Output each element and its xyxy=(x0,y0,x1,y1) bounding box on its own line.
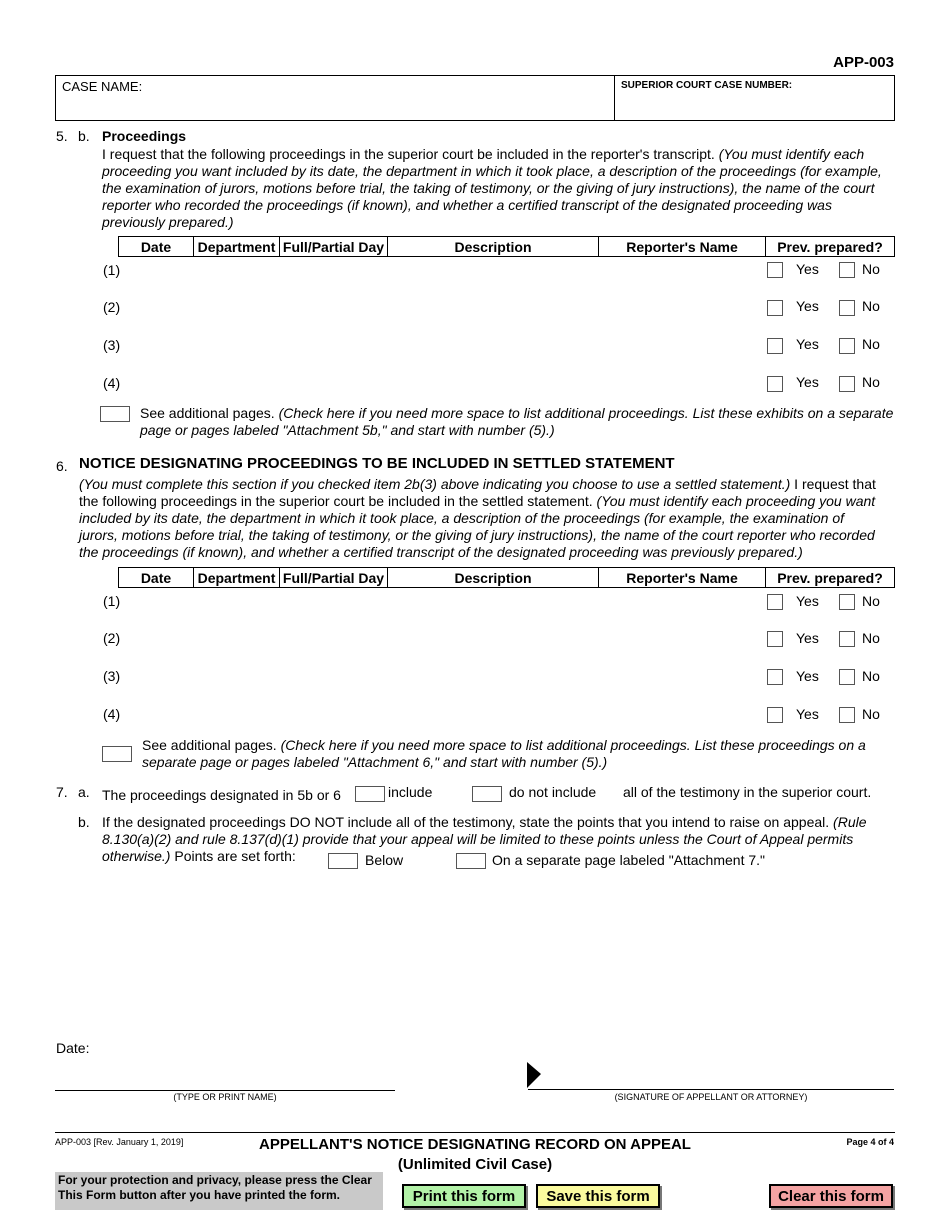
section-7-number: 7. xyxy=(56,784,68,800)
case-number-label: SUPERIOR COURT CASE NUMBER: xyxy=(621,80,793,91)
prev-prepared-yes-checkbox[interactable] xyxy=(767,594,783,610)
additional-pages-5b-checkbox[interactable] xyxy=(100,406,130,422)
col-full-partial-day: Full/Partial Day xyxy=(280,237,388,256)
no-label: No xyxy=(862,630,880,646)
prev-prepared-no-checkbox[interactable] xyxy=(839,376,855,392)
footer-subtitle: (Unlimited Civil Case) xyxy=(397,1156,553,1173)
row-label: (4) xyxy=(103,706,121,722)
prev-prepared-no-checkbox[interactable] xyxy=(839,669,855,685)
case-name-field[interactable] xyxy=(56,76,615,120)
prev-prepared-yes-checkbox[interactable] xyxy=(767,262,783,278)
section-6-table-header xyxy=(118,567,895,588)
col-prev-prepared: Prev. prepared? xyxy=(777,238,883,255)
row-label: (3) xyxy=(103,337,121,353)
yes-label: Yes xyxy=(796,261,819,277)
yes-label: Yes xyxy=(796,298,819,314)
case-name-label: CASE NAME: xyxy=(62,79,143,94)
signature-caption: (SIGNATURE OF APPELLANT OR ATTORNEY) xyxy=(614,1092,808,1102)
section-7b-normal2: Points are set forth: xyxy=(170,848,296,864)
section-5b-intro-normal: I request that the following proceedings in the superior court be included in the reporter's transcript. xyxy=(102,146,719,162)
prev-prepared-yes-checkbox[interactable] xyxy=(767,707,783,723)
points-below-label: Below xyxy=(365,852,404,868)
section-6-intro-italic2: (You must identify each proceeding you want included by its date, the department in which it took place, a description of the proceedings (for example, the examination of jurors, motions before trial, the taking of testimony, or the giving of jury instructions), the name of the court reporter who recorded the proceedings (if known), and whether a certified transcript of the designated proceeding was previously prepared.) xyxy=(79,493,876,560)
points-below-checkbox[interactable] xyxy=(328,853,358,869)
yes-label: Yes xyxy=(796,630,819,646)
clear-form-button[interactable]: Clear this form xyxy=(769,1184,893,1208)
footer-title: APPELLANT'S NOTICE DESIGNATING RECORD ON APPEAL xyxy=(259,1136,691,1153)
no-label: No xyxy=(862,336,880,352)
print-form-button[interactable]: Print this form xyxy=(402,1184,526,1208)
additional-pages-5b-text xyxy=(140,405,895,439)
prev-prepared-yes-checkbox[interactable] xyxy=(767,631,783,647)
col-date: Date xyxy=(119,237,194,256)
additional-pages-6-checkbox[interactable] xyxy=(102,746,132,762)
row-label: (3) xyxy=(103,668,121,684)
include-checkbox[interactable] xyxy=(355,786,385,802)
row-label: (1) xyxy=(103,262,121,278)
row-label: (2) xyxy=(103,299,121,315)
no-label: No xyxy=(862,298,880,314)
section-5-number: 5. xyxy=(56,128,68,144)
points-separate-page-checkbox[interactable] xyxy=(456,853,486,869)
name-caption: (TYPE OR PRINT NAME) xyxy=(173,1092,277,1102)
col-full-partial-day: Full/Partial Day xyxy=(280,568,388,587)
signature-arrow-icon xyxy=(527,1062,543,1090)
row-label: (4) xyxy=(103,375,121,391)
no-label: No xyxy=(862,261,880,277)
section-5b-intro-italic: (You must identify each proceeding you want included by its date, the department in which it took place, a description of the proceedings (for example, the examination of jurors, motions before trial, the taking of testimony, or the giving of jury instructions), the name of the court reporter who recorded the proceedings (if known), and whether a certified transcript of the designated proceeding was previously prepared.) xyxy=(102,146,882,230)
footer-divider xyxy=(55,1132,895,1133)
row-label: (1) xyxy=(103,593,121,609)
no-label: No xyxy=(862,374,880,390)
section-6-intro-italic1: (You must complete this section if you checked item 2b(3) above indicating you choose to use a settled statement.) xyxy=(79,476,791,492)
section-5b-table-header xyxy=(118,236,895,257)
prev-prepared-no-checkbox[interactable] xyxy=(839,631,855,647)
prev-prepared-yes-checkbox[interactable] xyxy=(767,300,783,316)
col-prev-prepared: Prev. prepared? xyxy=(777,569,883,586)
col-reporters-name: Reporter's Name xyxy=(599,568,766,587)
section-6-intro-normal: I request that the following proceedings in the superior court be included in the settled statement. xyxy=(79,476,876,509)
case-header-box xyxy=(55,75,895,121)
include-label: include xyxy=(388,784,433,800)
additional-normal: See additional pages. xyxy=(140,405,279,421)
signature-line[interactable] xyxy=(528,1089,894,1090)
footer-page: Page 4 of 4 xyxy=(846,1137,894,1147)
footer-rev: APP-003 [Rev. January 1, 2019] xyxy=(55,1137,184,1147)
section-7a-text: The proceedings designated in 5b or 6 xyxy=(102,787,341,803)
yes-label: Yes xyxy=(796,593,819,609)
section-7a-letter: a. xyxy=(78,784,90,800)
privacy-notice: For your protection and privacy, please press the Clear This Form button after you have printed the form. xyxy=(55,1172,383,1210)
row-label: (2) xyxy=(103,630,121,646)
prev-prepared-yes-checkbox[interactable] xyxy=(767,669,783,685)
col-department: Department xyxy=(194,237,280,256)
save-form-button[interactable]: Save this form xyxy=(536,1184,660,1208)
do-not-include-checkbox[interactable] xyxy=(472,786,502,802)
form-id: APP-003 xyxy=(833,54,894,71)
no-label: No xyxy=(862,593,880,609)
prev-prepared-no-checkbox[interactable] xyxy=(839,338,855,354)
additional-italic: (Check here if you need more space to list additional proceedings. List these exhibits on a separate page or pages labeled "Attachment 5b," and start with number (5).) xyxy=(140,405,894,438)
prev-prepared-yes-checkbox[interactable] xyxy=(767,338,783,354)
section-7b-italic: (Rule 8.130(a)(2) and rule 8.137(d)(1) provide that your appeal will be limited to these points unless the Court of Appeal permits otherwise.) xyxy=(102,814,867,864)
no-label: No xyxy=(862,706,880,722)
do-not-include-label: do not include xyxy=(509,784,597,800)
name-line[interactable] xyxy=(55,1090,395,1091)
no-label: No xyxy=(862,668,880,684)
date-label: Date: xyxy=(56,1040,90,1056)
section-6-number: 6. xyxy=(56,458,68,474)
section-6-intro xyxy=(79,476,879,561)
section-7a-tail: all of the testimony in the superior court. xyxy=(623,784,872,800)
yes-label: Yes xyxy=(796,668,819,684)
yes-label: Yes xyxy=(796,374,819,390)
col-date: Date xyxy=(119,568,194,587)
prev-prepared-no-checkbox[interactable] xyxy=(839,300,855,316)
prev-prepared-yes-checkbox[interactable] xyxy=(767,376,783,392)
section-5b-letter: b. xyxy=(78,128,90,144)
col-description: Description xyxy=(388,237,599,256)
section-5b-title: Proceedings xyxy=(102,128,187,144)
prev-prepared-no-checkbox[interactable] xyxy=(839,262,855,278)
additional-normal: See additional pages. xyxy=(142,737,281,753)
yes-label: Yes xyxy=(796,706,819,722)
section-6-title: NOTICE DESIGNATING PROCEEDINGS TO BE INCLUDED IN SETTLED STATEMENT xyxy=(79,455,675,472)
additional-pages-6-text xyxy=(142,737,882,771)
prev-prepared-no-checkbox[interactable] xyxy=(839,594,855,610)
section-5b-intro xyxy=(102,146,892,231)
col-department: Department xyxy=(194,568,280,587)
points-separate-page-label: On a separate page labeled "Attachment 7." xyxy=(492,852,766,868)
col-description: Description xyxy=(388,568,599,587)
prev-prepared-no-checkbox[interactable] xyxy=(839,707,855,723)
section-7b-letter: b. xyxy=(78,814,90,830)
col-reporters-name: Reporter's Name xyxy=(599,237,766,256)
yes-label: Yes xyxy=(796,336,819,352)
section-7b-normal1: If the designated proceedings DO NOT include all of the testimony, state the points that you intend to raise on appeal. xyxy=(102,814,834,830)
additional-italic: (Check here if you need more space to list additional proceedings. List these proceedings on a separate page or pages labeled "Attachment 6," and start with number (5).) xyxy=(142,737,866,770)
